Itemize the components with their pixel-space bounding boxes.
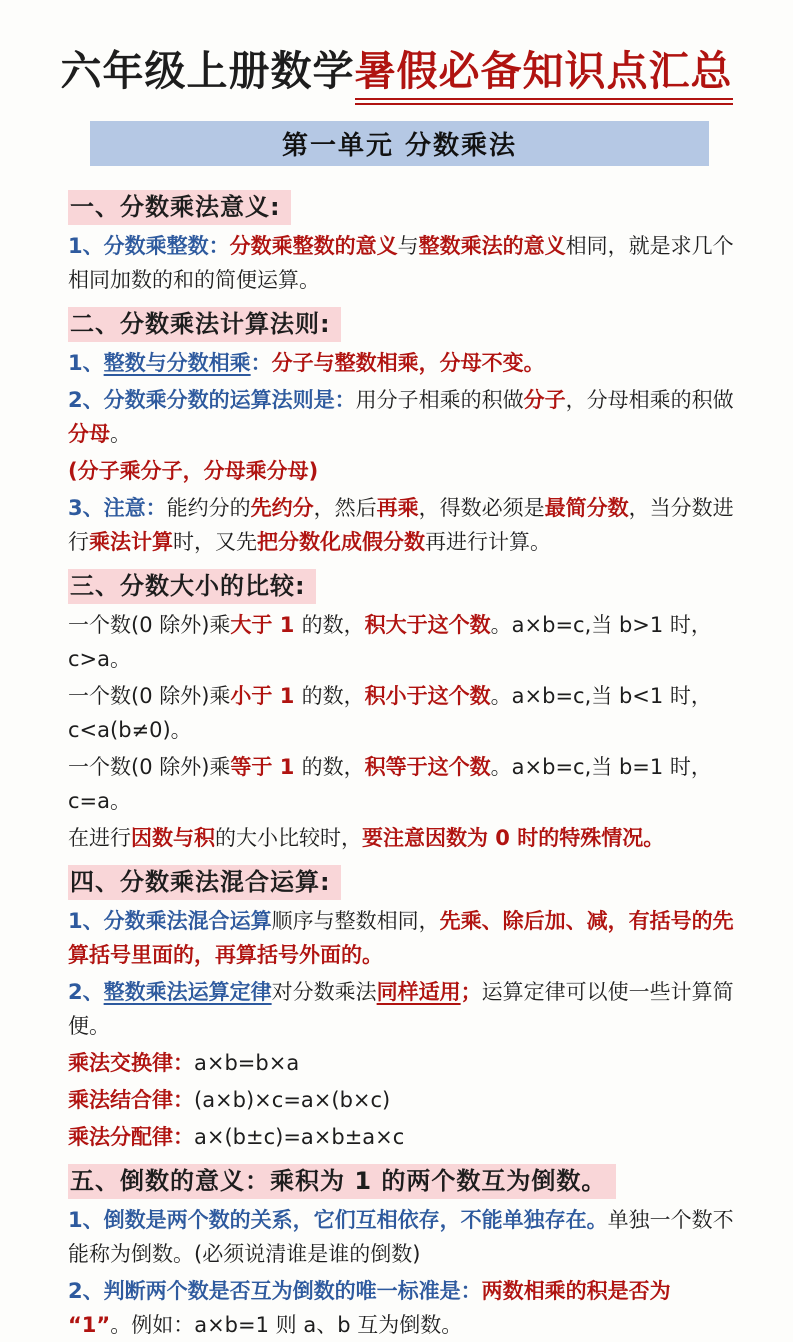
text-segment: 。 <box>110 422 131 447</box>
unit-banner <box>90 121 709 166</box>
text-segment: 3、注意： <box>68 496 167 521</box>
text-segment: 乘法结合律： <box>68 1088 194 1113</box>
text-segment: 。a×b=c,当 b>1 时，c>a。 <box>68 613 712 672</box>
text-segment: 乘法计算 <box>89 530 173 555</box>
section-heading <box>68 307 735 342</box>
heading-highlight <box>68 569 316 604</box>
text-segment: 一个数(0 除外)乘 <box>68 684 231 709</box>
text-segment: 对分数乘法 <box>271 980 377 1005</box>
text-segment: 能约分的 <box>166 496 251 521</box>
text-segment: a×(b±c)=a×b±a×c <box>194 1125 405 1150</box>
text-segment: 积小于这个数 <box>364 684 491 709</box>
section-heading <box>68 190 735 225</box>
text-segment: 先约分 <box>250 496 314 521</box>
text-segment: 分数乘整数的意义 <box>229 234 398 259</box>
text-segment: 用分子相乘的积做 <box>355 388 524 413</box>
text-segment: 相同，就是求几个相同加数的和的简便运算。 <box>68 234 734 293</box>
text-segment: ，得数必须是 <box>418 496 545 521</box>
text-segment: 。a×b=c,当 b<1 时，c<a(b≠0)。 <box>68 684 712 743</box>
paragraph <box>68 1120 735 1154</box>
text-segment: ，分母相乘的积做 <box>565 388 734 413</box>
paragraph <box>68 1203 735 1271</box>
text-segment: 。a×b=c,当 b=1 时，c=a。 <box>68 755 712 814</box>
text-segment: 分子与整数相乘，分母不变。 <box>271 351 545 376</box>
section-heading <box>68 865 735 900</box>
text-segment: 的数， <box>301 755 365 780</box>
unit-banner-label: 第一单元 分数乘法 <box>281 131 518 162</box>
page-title <box>0 46 793 97</box>
text-segment: 整数乘法运算定律 <box>103 980 272 1005</box>
text-segment: 与 <box>397 234 419 259</box>
text-segment: 顺序与整数相同， <box>271 909 440 934</box>
page-title-black-part: 六年级上册数学 <box>60 47 355 95</box>
paragraph <box>68 454 735 488</box>
text-segment: 单独一个数不能称为倒数。(必须说清谁是谁的倒数) <box>68 1208 734 1267</box>
heading-highlight <box>68 190 291 225</box>
paragraph <box>68 383 735 451</box>
paragraph <box>68 679 735 747</box>
text-segment: 1、分数乘法混合运算 <box>68 909 272 934</box>
text-segment: 等于 1 <box>230 755 302 780</box>
text-segment: 1、分数乘整数： <box>68 234 230 259</box>
text-segment: 分子 <box>523 388 566 413</box>
text-segment: 再乘 <box>376 496 419 521</box>
text-segment: 两数相乘的积是否为 “1” <box>68 1279 671 1338</box>
text-segment: 2、分数乘分数的运算法则是： <box>68 388 356 413</box>
text-segment: 。例如：a×b=1 则 a、b 互为倒数。 <box>110 1313 463 1338</box>
heading-highlight <box>68 1164 616 1199</box>
paragraph <box>68 1046 735 1080</box>
text-segment: ： <box>250 351 272 376</box>
heading-highlight <box>68 865 341 900</box>
text-segment: 2、判断两个数是否互为倒数的唯一标准是： <box>68 1279 482 1304</box>
text-segment: 因数与积 <box>131 826 215 851</box>
text-segment: (分子乘分子，分母乘分母) <box>68 459 319 484</box>
text-segment: 运算定律可以使一些计算简便。 <box>68 980 734 1039</box>
text-segment: 整数乘法的意义 <box>418 234 566 259</box>
heading-highlight <box>68 307 341 342</box>
knowledge-content <box>0 166 793 1342</box>
paragraph <box>68 1274 735 1342</box>
text-segment: 小于 1 <box>230 684 302 709</box>
text-segment: ，然后 <box>313 496 377 521</box>
paragraph <box>68 1083 735 1117</box>
text-segment: 同样适用 <box>376 980 461 1005</box>
text-segment: 五、倒数的意义：乘积为 1 的两个数互为倒数。 <box>70 1167 607 1196</box>
text-segment: 在进行 <box>68 826 131 851</box>
text-segment: 大于 1 <box>230 613 302 638</box>
paragraph <box>68 975 735 1043</box>
text-segment: 三、分数大小的比较: <box>70 572 306 601</box>
text-segment: 积等于这个数 <box>364 755 491 780</box>
text-segment: 的大小比较时， <box>215 826 362 851</box>
text-segment: 的数， <box>301 613 365 638</box>
text-segment: 再进行计算。 <box>425 530 551 555</box>
paragraph <box>68 821 735 855</box>
text-segment: 乘法分配律： <box>68 1125 194 1150</box>
text-segment: 积大于这个数 <box>364 613 491 638</box>
text-segment: ； <box>460 980 482 1005</box>
paragraph <box>68 229 735 297</box>
text-segment: 的数， <box>301 684 365 709</box>
text-segment: 先乘、除后加、减，有括号的先算括号里面的，再算括号外面的。 <box>68 909 734 968</box>
text-segment: 1、 <box>68 351 104 376</box>
text-segment: 时，又先 <box>173 530 257 555</box>
page-title-red-part: 暑假必备知识点汇总 <box>355 47 733 105</box>
text-segment: 最简分数 <box>544 496 629 521</box>
section-heading <box>68 569 735 604</box>
text-segment: a×b=b×a <box>194 1051 300 1076</box>
text-segment: 乘法交换律： <box>68 1051 194 1076</box>
text-segment: 分母 <box>68 422 110 447</box>
text-segment: 二、分数乘法计算法则: <box>70 310 331 339</box>
text-segment: (a×b)×c=a×(b×c) <box>194 1088 391 1113</box>
paragraph <box>68 491 735 559</box>
paragraph <box>68 346 735 380</box>
text-segment: 整数与分数相乘 <box>103 351 251 376</box>
text-segment: 要注意因数为 0 时的特殊情况。 <box>362 826 665 851</box>
text-segment: ，当分数进行 <box>68 496 734 555</box>
paragraph <box>68 750 735 818</box>
text-segment: 1、倒数是两个数的关系，它们互相依存，不能单独存在。 <box>68 1208 608 1233</box>
paragraph <box>68 904 735 972</box>
text-segment: 一个数(0 除外)乘 <box>68 755 231 780</box>
section-heading <box>68 1164 735 1199</box>
text-segment: 一、分数乘法意义: <box>70 193 281 222</box>
text-segment: 2、 <box>68 980 104 1005</box>
text-segment: 四、分数乘法混合运算: <box>70 868 331 897</box>
text-segment: 把分数化成假分数 <box>257 530 425 555</box>
text-segment: 一个数(0 除外)乘 <box>68 613 231 638</box>
paragraph <box>68 608 735 676</box>
